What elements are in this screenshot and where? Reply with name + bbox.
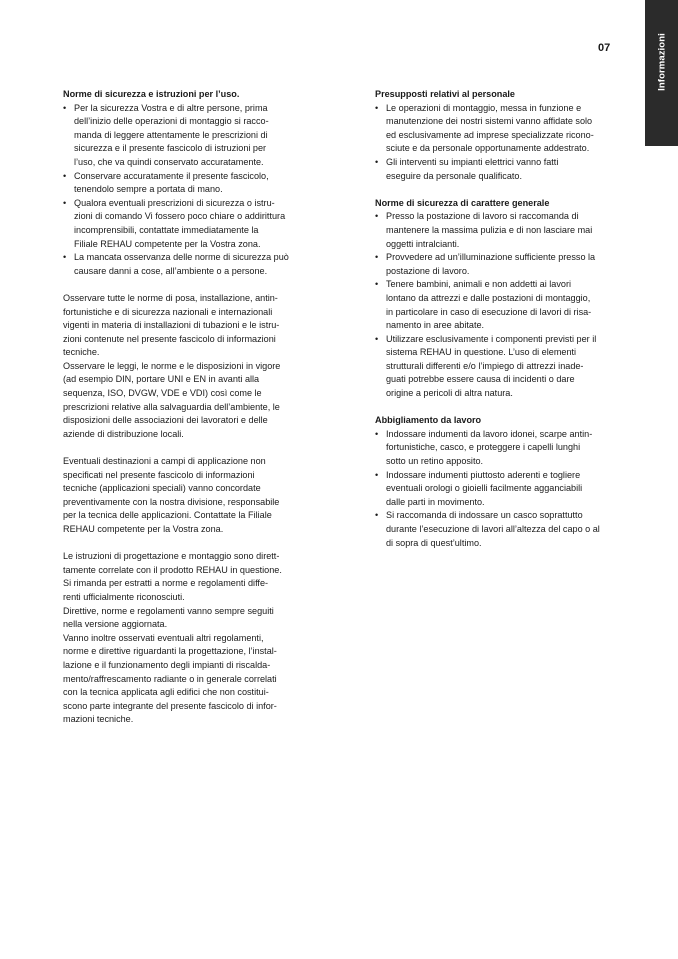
text-line: • Presso la postazione di lavoro si raccomanda di xyxy=(386,211,579,222)
text-line: dell’inizio delle operazioni di montaggio si racco- xyxy=(74,116,269,127)
text-line: Eventuali destinazioni a campi di applicazione non xyxy=(63,456,266,467)
text-line: preventivamente con la nostra divisione, responsabile xyxy=(63,496,280,507)
text-line: eventuali orologi o gioielli facilmente agganciabili xyxy=(386,483,583,494)
text-line: tenendolo sempre a portata di mano. xyxy=(74,184,223,195)
text-line: manutenzione dei nostri sistemi vanno affidate solo xyxy=(386,116,593,127)
text-line: oggetti intralcianti. xyxy=(386,238,460,249)
text-line: Direttive, norme e regolamenti vanno sempre seguiti xyxy=(63,605,274,616)
personnel-list xyxy=(375,102,620,184)
text-line: fortunistiche e di sicurezza nazionali e internazionali xyxy=(63,306,273,317)
section-tab-label: Informazioni xyxy=(656,33,667,91)
text-line: guati potrebbe essere causa di incidenti o dare xyxy=(386,374,575,385)
text-line: • Gli interventi su impianti elettrici vanno fatti xyxy=(386,156,559,167)
text-line: mento/raffrescamento radiante o in generale correlati xyxy=(63,673,277,684)
heading-personnel: Presupposti relativi al personale xyxy=(375,89,515,99)
text-line: disposizioni delle associazioni dei lavoratori e delle xyxy=(63,415,268,426)
text-line: • Tenere bambini, animali e non addetti ai lavori xyxy=(386,279,572,290)
text-line: Osservare le leggi, le norme e le disposizioni in vigore xyxy=(63,360,281,371)
text-line: sequenza, ISO, DVGW, VDE e VDI) così come le xyxy=(63,388,262,399)
list-item xyxy=(63,102,311,170)
heading-general-safety: Norme di sicurezza di carattere generale xyxy=(375,197,550,208)
text-line: lontano da attrezzi e dalle postazioni di montaggio, xyxy=(386,292,591,303)
list-item xyxy=(375,509,620,550)
text-line: norme e direttive riguardanti la progettazione, l’instal- xyxy=(63,646,277,657)
text-line: durante l’esecuzione di lavori all’altezza del capo o al xyxy=(386,524,600,534)
right-column xyxy=(375,88,620,550)
text-line: Si rimanda per estratti a norme e regolamenti diffe- xyxy=(63,578,269,589)
text-line: strutturali differenti e/o l’impiego di attrezzi inade- xyxy=(386,360,584,371)
text-line: zioni contenute nel presente fascicolo di informazioni xyxy=(63,333,276,344)
text-line: • Indossare indumenti piuttosto aderenti e togliere xyxy=(386,469,581,480)
text-line: lazione e il funzionamento degli impianti di riscalda- xyxy=(63,659,271,670)
text-line: REHAU competente per la Vostra zona. xyxy=(63,524,224,534)
text-line: • Utilizzare esclusivamente i componenti previsti per il xyxy=(386,333,597,344)
safety-instructions-list xyxy=(63,102,311,279)
list-item xyxy=(63,170,311,197)
text-line: in particolare in caso di esecuzione di lavori di risa- xyxy=(386,306,592,317)
text-line: prescrizioni relative alla salvaguardia dell’ambiente, le xyxy=(63,401,280,412)
section-tab xyxy=(645,0,678,146)
paragraph-directives xyxy=(63,605,311,632)
text-line: nella versione aggiornata. xyxy=(63,619,168,630)
text-line: eseguire da personale qualificato. xyxy=(386,170,522,181)
text-line: • Qualora eventuali prescrizioni di sicurezza o istru- xyxy=(74,197,275,208)
text-line: • Per la sicurezza Vostra e di altre persone, prima xyxy=(74,102,268,113)
list-item xyxy=(375,156,620,183)
text-line: namento in aree abitate. xyxy=(386,320,485,331)
list-item xyxy=(375,251,620,278)
text-line: sciute e da personale opportunamente addestrato. xyxy=(386,143,590,154)
text-line: origine a pericoli di altra natura. xyxy=(386,388,513,399)
text-line: per la tecnica delle applicazioni. Contattate la Filiale xyxy=(63,510,272,521)
text-line: Le istruzioni di progettazione e montaggio sono dirett- xyxy=(63,551,280,562)
text-line: sistema REHAU in questione. L’uso di elementi xyxy=(386,347,577,358)
text-line: • Le operazioni di montaggio, messa in funzione e xyxy=(386,102,582,113)
paragraph-design-instructions xyxy=(63,550,311,604)
text-line: • Indossare indumenti da lavoro idonei, scarpe antin- xyxy=(386,428,593,439)
text-line: specificati nel presente fascicolo di informazioni xyxy=(63,469,255,480)
list-item xyxy=(375,102,620,156)
heading-safety-instructions: Norme di sicurezza e istruzioni per l’uso. xyxy=(63,89,240,99)
text-line: dalle parti in movimento. xyxy=(386,496,485,507)
text-line: zioni di comando Vi fossero poco chiare o addirittura xyxy=(74,211,286,222)
text-line: mantenere la massima pulizia e di non lasciare mai xyxy=(386,224,593,235)
text-line: manda di leggere attentamente le prescrizioni di xyxy=(74,129,268,140)
text-line: renti ufficialmente riconosciuti. xyxy=(63,591,185,602)
general-safety-list xyxy=(375,210,620,400)
work-clothing-list xyxy=(375,428,620,550)
text-line: scono parte integrante del presente fascicolo di infor- xyxy=(63,700,277,711)
text-line: tamente correlate con il prodotto REHAU in questione. xyxy=(63,564,282,575)
page-number: 07 xyxy=(598,42,611,54)
text-line: • Provvedere ad un’illuminazione sufficiente presso la xyxy=(386,252,596,263)
text-line: di sopra di quest’ultimo. xyxy=(386,537,482,548)
text-line: tecniche (applicazioni speciali) vanno concordate xyxy=(63,483,261,494)
left-column xyxy=(63,88,311,727)
text-line: causare danni a cose, all’ambiente o a persone. xyxy=(74,265,268,276)
text-line: sicurezza e il presente fascicolo di istruzioni per xyxy=(74,143,267,154)
text-line: Vanno inoltre osservati eventuali altri regolamenti, xyxy=(63,632,264,643)
list-item xyxy=(375,210,620,251)
text-line: Osservare tutte le norme di posa, installazione, antin- xyxy=(63,292,278,303)
text-line: ed esclusivamente ad imprese specializzate ricono- xyxy=(386,129,594,140)
paragraph-installation-norms xyxy=(63,292,311,360)
text-line: • La mancata osservanza delle norme di sicurezza può xyxy=(74,252,289,263)
heading-work-clothing: Abbigliamento da lavoro xyxy=(375,415,482,426)
paragraph-special-applications xyxy=(63,455,311,537)
text-line: postazione di lavoro. xyxy=(386,265,470,276)
text-line: (ad esempio DIN, portare UNI e EN in avanti alla xyxy=(63,374,260,385)
text-line: incomprensibili, contattate immediatamente la xyxy=(74,224,259,235)
text-line: aziende di distribuzione locali. xyxy=(63,428,184,439)
list-item xyxy=(375,428,620,469)
text-line: sotto un retino apposito. xyxy=(386,456,484,467)
list-item xyxy=(63,197,311,251)
text-line: • Si raccomanda di indossare un casco soprattutto xyxy=(386,510,583,521)
list-item xyxy=(375,469,620,510)
text-line: • Conservare accuratamente il presente fascicolo, xyxy=(74,170,269,181)
text-line: mazioni tecniche. xyxy=(63,714,134,725)
text-line: vigenti in materia di installazioni di tubazioni e le istru- xyxy=(63,320,280,331)
text-line: Filiale REHAU competente per la Vostra zona. xyxy=(74,238,261,249)
text-line: tecniche. xyxy=(63,347,100,358)
paragraph-other-regulations xyxy=(63,632,311,727)
paragraph-laws-regulations xyxy=(63,360,311,442)
text-line: l’uso, che va quindi conservato accuratamente. xyxy=(74,156,264,167)
text-line: fortunistiche, casco, e proteggere i capelli lunghi xyxy=(386,442,581,453)
list-item xyxy=(375,278,620,332)
text-line: con la tecnica applicata agli edifici che non costitui- xyxy=(63,687,269,698)
list-item xyxy=(63,251,311,278)
list-item xyxy=(375,333,620,401)
